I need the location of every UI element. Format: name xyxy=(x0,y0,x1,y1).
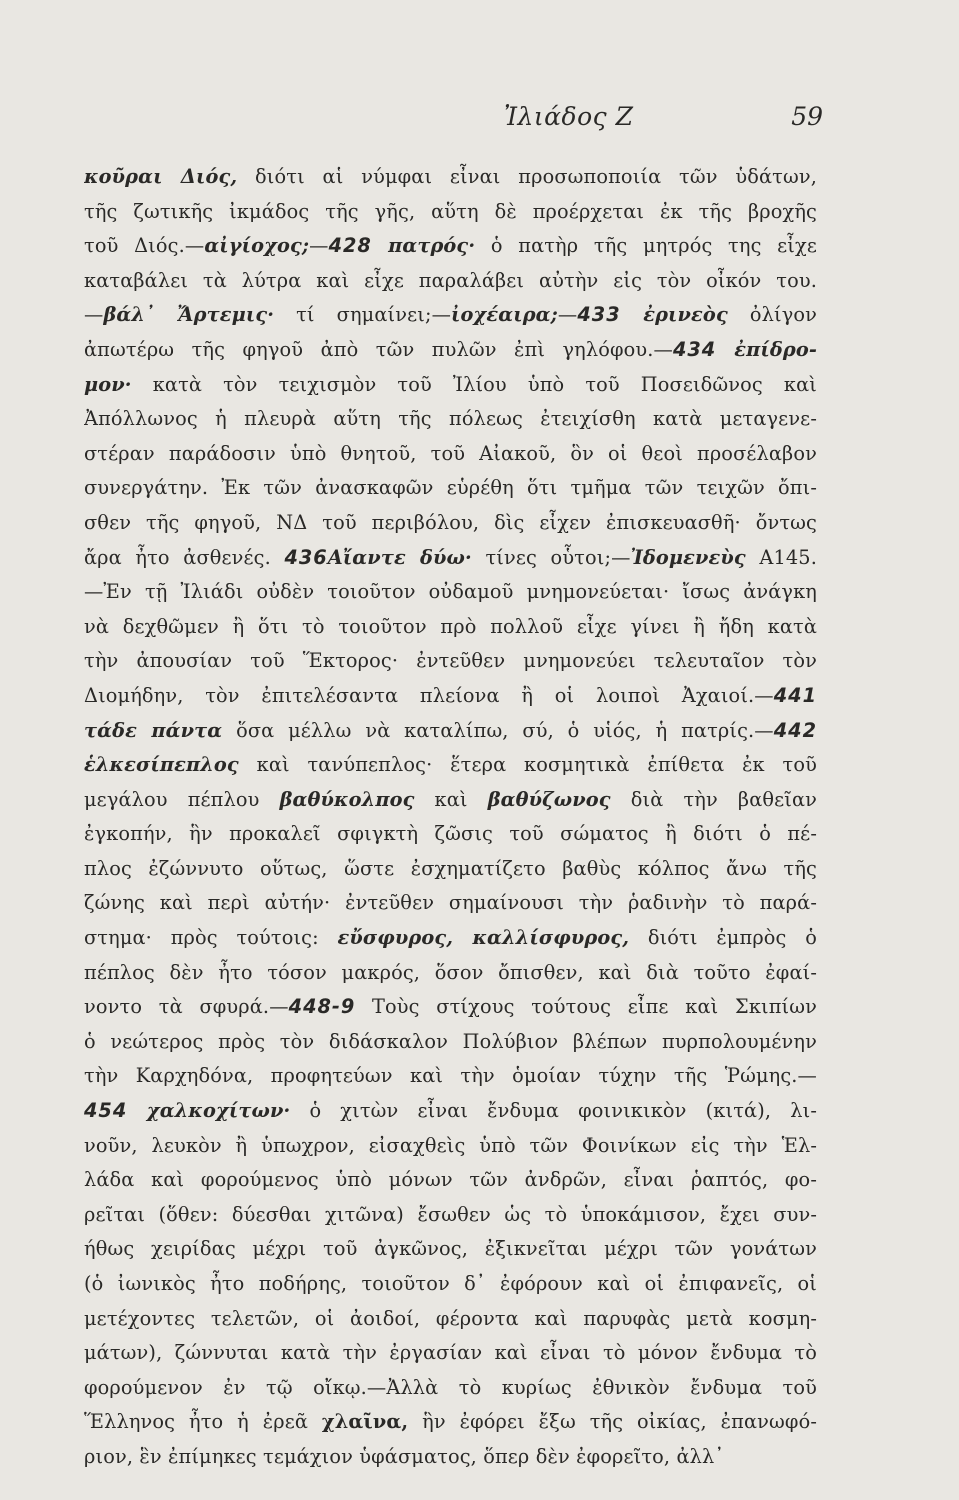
text-num: 442 xyxy=(773,718,817,742)
text-run: διὰ τὴν βαθεῖαν xyxy=(610,787,817,811)
text-run: νοντο τὰ σφυρά.— xyxy=(84,995,289,1019)
text-line xyxy=(84,368,817,403)
text-run: Διομήδην, τὸν ἐπιτελέσαντα πλείονα ἢ οἱ λοιποὶ Ἀχαιοί.— xyxy=(84,683,774,707)
running-title: Ἰλιάδος Ζ xyxy=(504,102,634,131)
text-run: ριον, ἓν ἐπίμηκες τεμάχιον ὑφάσματος, ὅπερ δὲν ἐφορεῖτο, ἀλλ᾽ xyxy=(84,1444,725,1468)
text-run: (ὁ ἰωνικὸς ἦτο ποδήρης, τοιοῦτον δ᾽ ἐφόρουν καὶ οἱ ἐπιφανεῖς, οἱ xyxy=(84,1272,817,1295)
text-line xyxy=(84,298,817,333)
text-line xyxy=(84,541,817,576)
text-num: 441 xyxy=(773,683,817,707)
text-run: Α145. xyxy=(745,545,817,569)
text-line xyxy=(84,956,817,991)
text-run: Ἀπόλλωνος ἡ πλευρὰ αὕτη τῆς πόλεως ἐτειχίσθη κατὰ μεταγενε- xyxy=(84,407,817,431)
text-line xyxy=(84,160,817,195)
text-run: μεγάλου πέπλου xyxy=(84,787,280,811)
text-run: τίνες οὗτοι;— xyxy=(471,545,631,569)
text-run: ἄρα ἦτο ἀσθενές. xyxy=(84,545,285,569)
text-lemma: τάδε πάντα xyxy=(84,718,223,742)
text-run: διότι ἐμπρὸς ὁ xyxy=(629,926,817,950)
text-run: νὰ δεχθῶμεν ἢ ὅτι τὸ τοιοῦτον πρὸ πολλοῦ εἶχε γίνει ἢ ἤδη κατὰ xyxy=(84,614,817,638)
text-run: Τοὺς στίχους τούτους εἶπε καὶ Σκιπίων xyxy=(355,995,817,1019)
text-line xyxy=(84,1371,817,1406)
text-line xyxy=(84,229,817,264)
text-lemma: ἐρινεὸς xyxy=(620,303,728,327)
text-run: μάτων), ζώννυται κατὰ τὴν ἐργασίαν καὶ εἶναι τὸ μόνον ἔνδυμα τὸ xyxy=(84,1341,817,1365)
text-line xyxy=(84,333,817,368)
text-run: στημα· πρὸς τούτοις: xyxy=(84,926,338,950)
text-run: τοῦ Διός.— xyxy=(84,234,205,258)
text-run: τῆς ζωτικῆς ἰκμάδος τῆς γῆς, αὕτη δὲ προέρχεται ἐκ τῆς βροχῆς xyxy=(84,199,817,223)
text-lemma: χαλκοχίτων· xyxy=(127,1099,291,1123)
text-run: — xyxy=(84,303,104,327)
text-run: κατὰ τὸν τειχισμὸν τοῦ Ἰλίου ὑπὸ τοῦ Ποσειδῶνος καὶ xyxy=(131,372,817,396)
text-run: νοῦν, λευκὸν ἢ ὑπωχρον, εἰσαχθεὶς ὑπὸ τῶν Φοινίκων εἰς τὴν Ἑλ- xyxy=(84,1133,817,1157)
text-run: τὴν ἀπουσίαν τοῦ Ἕκτορος· ἐντεῦθεν μνημονεύει τελευταῖον τὸν xyxy=(84,649,817,673)
text-line xyxy=(84,437,817,472)
text-run: στέραν παράδοσιν ὑπὸ θνητοῦ, τοῦ Αἰακοῦ, ὃν οἱ θεοὶ προσέλαβον xyxy=(84,441,817,465)
text-run: τί σημαίνει;— xyxy=(274,303,452,327)
text-line xyxy=(84,402,817,437)
text-num: 454 xyxy=(84,1099,128,1123)
text-num: 448-9 xyxy=(288,995,356,1019)
text-lemma: πατρός· xyxy=(371,234,476,258)
text-line xyxy=(84,817,817,852)
text-run: καὶ xyxy=(414,787,488,811)
text-run: σθεν τῆς φηγοῦ, ΝΔ τοῦ περιβόλου, δὶς εἶχεν ἐπισκευασθῆ· ὄντως xyxy=(84,510,817,534)
text-lemma: μον· xyxy=(84,372,132,396)
text-lemma: αἰγίοχος; xyxy=(204,234,310,258)
text-line xyxy=(84,575,817,610)
text-run: ήθως χειρίδας μέχρι τοῦ ἀγκῶνος, ἐξικνεῖται μέχρι τῶν γονάτων xyxy=(84,1237,817,1261)
text-run: — xyxy=(557,303,578,327)
text-line xyxy=(84,921,817,956)
page-number: 59 xyxy=(791,102,823,131)
text-run: ἐγκοπήν, ἣν προκαλεῖ σφιγκτὴ ζῶσις τοῦ σώματος ἢ διότι ὁ πέ- xyxy=(84,822,817,846)
text-run: ὁ χιτὼν εἶναι ἔνδυμα φοινικικὸν (κιτά), λι- xyxy=(290,1099,817,1123)
text-line xyxy=(84,679,817,714)
text-lemma: ἰοχέαιρα; xyxy=(451,303,558,327)
text-line xyxy=(84,1336,817,1371)
text-line xyxy=(84,1405,817,1440)
text-line xyxy=(84,1302,817,1337)
text-run: ὀλίγον xyxy=(727,303,817,327)
text-run: συνεργάτην. Ἐκ τῶν ἀνασκαφῶν εὑρέθη ὅτι τμῆμα τῶν τειχῶν ὄπι- xyxy=(84,476,817,500)
text-num: 436 xyxy=(284,545,328,569)
text-run: ὁ νεώτερος πρὸς τὸν διδάσκαλον Πολύβιον βλέπων πυρπολουμένην xyxy=(84,1029,817,1053)
text-lemma: κοῦραι Διός, xyxy=(84,165,238,188)
text-run: ζώνης καὶ περὶ αὐτήν· ἐντεῦθεν σημαίνουσι τὴν ῥαδινὴν τὸ παρά- xyxy=(84,891,817,915)
text-run: φορούμενον ἐν τῷ οἴκῳ.—Ἀλλὰ τὸ κυρίως ἐθνικὸν ἔνδυμα τοῦ xyxy=(84,1375,817,1399)
text-line xyxy=(84,1129,817,1164)
text-run: καταβάλει τὰ λύτρα καὶ εἶχε παραλάβει αὐτὴν εἰς τὸν οἶκόν του. xyxy=(84,268,817,292)
text-run: πέπλος δὲν ἦτο τόσον μακρός, ὅσον ὄπισθεν, καὶ διὰ τοῦτο ἐφαί- xyxy=(84,960,817,984)
text-run: ρεῖται (ὅθεν: δύεσθαι χιτῶνα) ἔσωθεν ὡς τὸ ὑποκάμισον, ἔχει συν- xyxy=(84,1202,817,1226)
text-line xyxy=(84,1163,817,1198)
text-run: καὶ τανύπεπλος· ἕτερα κοσμητικὰ ἐπίθετα ἐκ τοῦ xyxy=(238,753,817,777)
text-line xyxy=(84,1094,817,1129)
text-line xyxy=(84,748,817,783)
text-line xyxy=(84,471,817,506)
text-run: ἀπωτέρω τῆς φηγοῦ ἀπὸ τῶν πυλῶν ἐπὶ γηλόφου.— xyxy=(84,337,673,361)
text-lemma: ἑλκεσίπεπλος xyxy=(84,753,239,777)
text-lemma: βάλ᾽ Ἄρτεμις· xyxy=(103,303,275,327)
text-lemma: Αἴαντε δύω· xyxy=(327,545,472,569)
text-run: —Ἐν τῇ Ἰλιάδι οὐδὲν τοιοῦτον οὐδαμοῦ μνημονεύεται· ἴσως ἀνάγκη xyxy=(84,580,817,604)
text-line xyxy=(84,1267,817,1302)
text-line xyxy=(84,506,817,541)
text-lemma: βαθύζωνος xyxy=(487,787,611,811)
text-line xyxy=(84,1232,817,1267)
text-line xyxy=(84,1025,817,1060)
text-line xyxy=(84,644,817,679)
text-lemma: βαθύκολπος xyxy=(279,787,415,811)
text-line xyxy=(84,990,817,1025)
text-run: τὴν Καρχηδόνα, προφητεύων καὶ τὴν ὁμοίαν τύχην τῆς Ῥώμης.— xyxy=(84,1064,817,1088)
text-lemma: Ἰδομενεὺς xyxy=(630,545,746,569)
text-num: 428 xyxy=(328,234,372,258)
text-run: διότι αἱ νύμφαι εἶναι προσωποποιία τῶν ὑδάτων, xyxy=(237,165,817,188)
running-head xyxy=(84,102,823,138)
text-line xyxy=(84,610,817,645)
text-run: λάδα καὶ φορούμενος ὑπὸ μόνων τῶν ἀνδρῶν, εἶναι ῥαπτός, φο- xyxy=(84,1168,817,1192)
text-run: μετέχοντες τελετῶν, οἱ ἀοιδοί, φέροντα καὶ παρυφὰς μετὰ κοσμη- xyxy=(84,1306,817,1330)
text-line xyxy=(84,714,817,749)
text-run: Ἕλληνος ἦτο ἡ ἐρεᾶ xyxy=(84,1410,322,1434)
text-num: 433 xyxy=(577,303,621,327)
text-line xyxy=(84,886,817,921)
text-line xyxy=(84,852,817,887)
text-line xyxy=(84,1198,817,1233)
text-line xyxy=(84,264,817,299)
text-line xyxy=(84,195,817,230)
text-bold: χλαῖνα, xyxy=(321,1410,409,1434)
text-lemma: ἐπίδρο- xyxy=(716,337,817,361)
text-line xyxy=(84,1440,817,1475)
text-line xyxy=(84,1059,817,1094)
commentary-text xyxy=(84,160,817,1475)
text-lemma: εὔσφυρος, καλλίσφυρος, xyxy=(337,926,630,950)
text-run: ὁ πατὴρ τῆς μητρός της εἶχε xyxy=(475,234,817,258)
text-run: — xyxy=(309,234,329,258)
text-run: πλος ἐζώννυτο οὕτως, ὥστε ἐσχηματίζετο βαθὺς κόλπος ἄνω τῆς xyxy=(84,856,817,880)
text-run: ὅσα μέλλω νὰ καταλίπω, σύ, ὁ υἱός, ἡ πατρίς.— xyxy=(222,718,774,742)
text-num: 434 xyxy=(672,337,717,361)
text-run: ἣν ἐφόρει ἔξω τῆς οἰκίας, ἐπανωφό- xyxy=(408,1410,817,1434)
text-line xyxy=(84,783,817,818)
